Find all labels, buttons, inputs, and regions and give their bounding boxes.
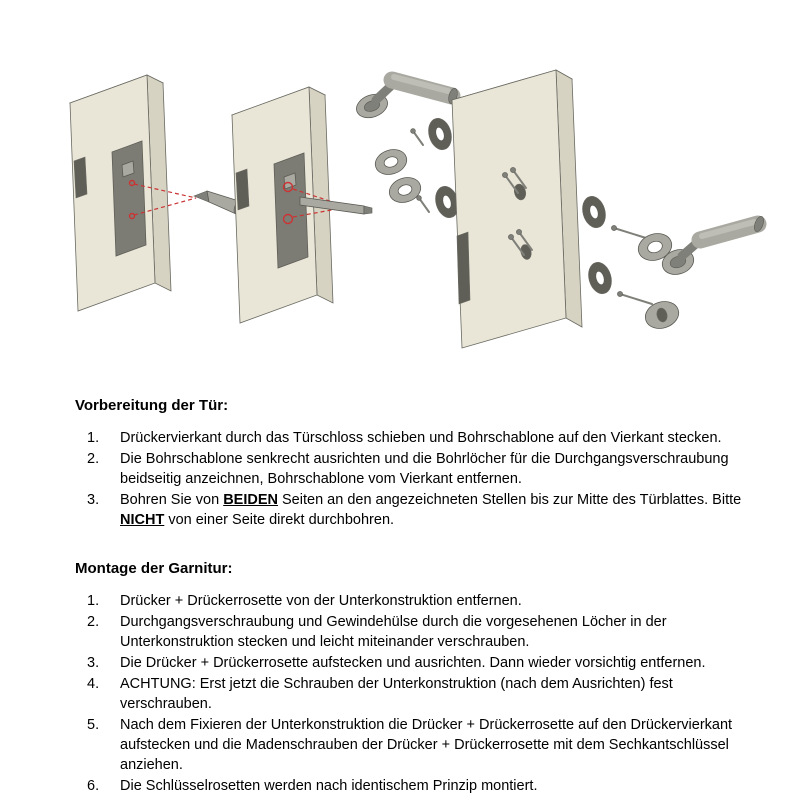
assembly-step-5: Nach dem Fixieren der Unterkonstruktion die Drücker + Drückerrosette auf den Drückervierkant aufstecken und die Madenschrauben der Drücker + Drückerrosette mit dem Sechkantschlüssel anziehen. bbox=[120, 717, 733, 773]
door-panel-left bbox=[70, 75, 171, 311]
lever-handle-right bbox=[659, 215, 765, 278]
prep-step-3 bbox=[75, 490, 765, 530]
escutcheon-plates-right bbox=[579, 194, 615, 297]
prep-step-3-text2: Seiten an den angezeichneten Stellen bis zur Mitte des Türblattes. Bitte bbox=[277, 492, 742, 508]
rosette-rings-left bbox=[372, 146, 424, 207]
assembly-step-1: Drücker + Drückerrosette von der Unterkonstruktion entfernen. bbox=[120, 593, 522, 609]
assembly-step-4: ACHTUNG: Erst jetzt die Schrauben der Unterkonstruktion (nach dem Ausrichten) fest verschrauben. bbox=[120, 676, 673, 712]
prep-step-3-emphasis-beiden: BEIDEN bbox=[223, 492, 278, 508]
assembly-step-2: Durchgangsverschraubung und Gewindehülse durch die vorgesehenen Löcher in der Unterkonstruktion stecken und leicht miteinander verschrauben. bbox=[120, 614, 667, 650]
prep-step-3-text3: von einer Seite direkt durchbohren. bbox=[164, 512, 395, 528]
instructions bbox=[0, 385, 800, 796]
assembly-step-6: Die Schlüsselrosetten werden nach identischem Prinzip montiert. bbox=[120, 778, 538, 794]
heading-assembly: Montage der Garnitur: bbox=[75, 560, 233, 577]
door-panel-right bbox=[452, 70, 582, 348]
lever-handle-top bbox=[353, 77, 459, 122]
assembly-step-3: Die Drücker + Drückerrosette aufstecken und ausrichten. Dann wieder vorsichtig entfernen. bbox=[120, 655, 706, 671]
assembly-illustration bbox=[0, 0, 800, 385]
assembly-steps bbox=[75, 591, 765, 796]
preparation-steps bbox=[75, 428, 765, 530]
prep-step-1: Drückervierkant durch das Türschloss schieben und Bohrschablone auf den Vierkant stecken. bbox=[120, 430, 722, 446]
heading-preparation: Vorbereitung der Tür: bbox=[75, 397, 229, 414]
prep-step-3-emphasis-nicht: NICHT bbox=[120, 512, 165, 528]
prep-step-2: Die Bohrschablone senkrecht ausrichten und die Bohrlöcher für die Durchgangsverschraubung beidseitig anzeichnen, Bohrschablone vom Vierkant entfernen. bbox=[120, 451, 729, 487]
prep-step-3-text1: Bohren Sie von bbox=[120, 492, 224, 508]
